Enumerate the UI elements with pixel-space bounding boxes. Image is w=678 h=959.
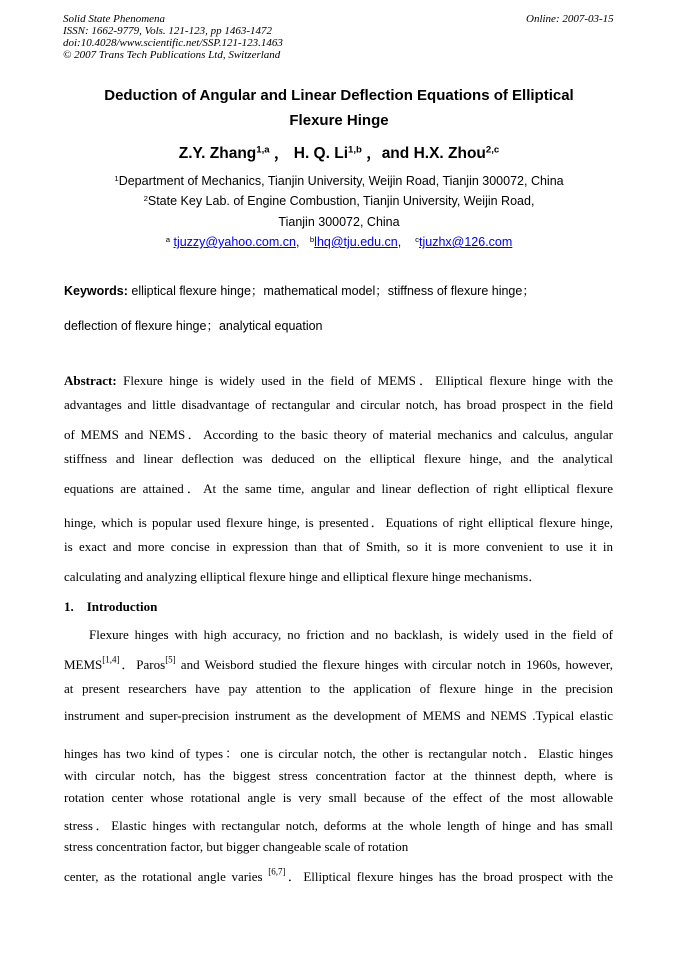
abstract-line: of MEMS and NEMS．According to the basic theory of material mechanics and calculus, angular: [64, 427, 613, 442]
intro-line: at present researchers have pay attention to the application of flexure hinge in the precision: [64, 681, 613, 696]
section-heading: [64, 599, 157, 615]
affiliation-text: State Key Lab. of Engine Combustion, Tianjin University, Weijin Road,: [147, 194, 535, 208]
intro-line: hinges has two kind of types：one is circular notch, the other is rectangular notch．Elastic hinges: [64, 746, 613, 761]
author-separator: ，: [273, 145, 290, 162]
keywords-line-2: deflection of flexure hinge；analytical equation: [64, 319, 323, 333]
abstract-line: hinge, which is popular used flexure hinge, is presented．Equations of right elliptical flexure hinge,: [64, 515, 613, 530]
paper-title-line-2: Flexure Hinge: [289, 112, 389, 129]
author-affiliation-mark: 2,c: [485, 144, 500, 156]
intro-line: MEMS[1,4]．Paros[5] and Weisbord studied the flexure hinges with circular notch in 1960s, however,: [64, 654, 613, 672]
affiliation-1: [0, 174, 678, 188]
abstract-line: stiffness and linear deflection was deduced on the elliptical flexure hinge, and the analytical: [64, 451, 613, 466]
keywords-label: Keywords:: [64, 284, 128, 298]
abstract-line: calculating and analyzing elliptical flexure hinge and elliptical flexure hinge mechanisms．: [64, 569, 542, 584]
abstract-line: equations are attained．At the same time, angular and linear deflection of right elliptical flexure: [64, 481, 613, 496]
affiliation-mark: 2: [143, 193, 148, 203]
abstract-label: Abstract:: [64, 373, 117, 388]
author-name: H.X. Zhou: [413, 145, 486, 162]
author-name: H. Q. Li: [293, 145, 348, 162]
email-mark: a: [165, 234, 170, 244]
paper-title-line-1: Deduction of Angular and Linear Deflection Equations of Elliptical: [104, 87, 574, 104]
author-affiliation-mark: 1,a: [256, 144, 270, 156]
issn-line: ISSN: 1662-9779, Vols. 121-123, pp 1463-1472: [63, 25, 272, 37]
intro-line: instrument and super-precision instrument as the development of MEMS and NEMS .Typical elastic: [64, 708, 613, 723]
author-name: Z.Y. Zhang: [178, 145, 257, 162]
keywords-text: elliptical flexure hinge；mathematical model；stiffness of flexure hinge；: [131, 284, 535, 298]
citation: [6,7]: [268, 866, 286, 877]
abstract-line: is exact and more concise in expression than that of Smith, so it is more convenient to use it in: [64, 539, 613, 554]
intro-line: stress concentration factor, but bigger changeable scale of rotation: [64, 839, 409, 854]
copyright-line: © 2007 Trans Tech Publications Ltd, Switzerland: [63, 49, 281, 61]
email-line: $^a$ tjuzzy@yahoo.com.cn, $^b$lhq@tju.edu.cn, $^c$tjuzhx@126.com: [165, 234, 513, 249]
intro-line: stress．Elastic hinges with rectangular notch, deforms at the whole length of hinge and has small: [64, 818, 613, 833]
online-date: Online: 2007-03-15: [526, 13, 614, 25]
abstract-line: advantages and little disadvantage of rectangular and circular notch, has broad prospect in the field: [64, 397, 613, 412]
abstract-line: Abstract: Flexure hinge is widely used in the field of MEMS．Elliptical flexure hinge with the: [64, 373, 614, 388]
section-number: 1.: [64, 599, 74, 614]
section-title: Introduction: [86, 599, 158, 614]
keywords-line-1: [64, 281, 535, 299]
author-affiliation-mark: 1,b: [348, 144, 362, 156]
author-line: [0, 141, 678, 163]
email-mark: b: [309, 234, 315, 244]
email-mark: c: [415, 234, 419, 244]
affiliation-mark: 1: [114, 173, 119, 183]
intro-line: with circular notch, has the biggest stress concentration factor at the thinnest depth, where is: [64, 768, 613, 783]
citation: [5]: [165, 654, 176, 665]
citation: [1,4]: [102, 654, 120, 665]
intro-line: Flexure hinges with high accuracy, no friction and no backlash, is widely used in the field of: [89, 627, 613, 642]
email-link-b[interactable]: lhq@tju.edu.cn: [314, 235, 398, 249]
journal-name: Solid State Phenomena: [63, 13, 166, 25]
affiliation-2: [0, 194, 678, 208]
intro-line: center, as the rotational angle varies [6,7]．Elliptical flexure hinges has the broad prospect with the: [64, 866, 613, 884]
affiliation-2-cont: Tianjin 300072, China: [278, 215, 400, 229]
email-link-c[interactable]: tjuzhx@126.com: [419, 235, 513, 249]
affiliation-text: Department of Mechanics, Tianjin University, Weijin Road, Tianjin 300072, China: [118, 174, 564, 188]
email-link-a[interactable]: tjuzzy@yahoo.com.cn: [173, 235, 296, 249]
author-separator: ，and: [366, 145, 410, 162]
intro-line: rotation center whose rotational angle is very small because of the effect of the most allowable: [64, 790, 613, 805]
doi-line: doi:10.4028/www.scientific.net/SSP.121-123.1463: [63, 37, 283, 49]
